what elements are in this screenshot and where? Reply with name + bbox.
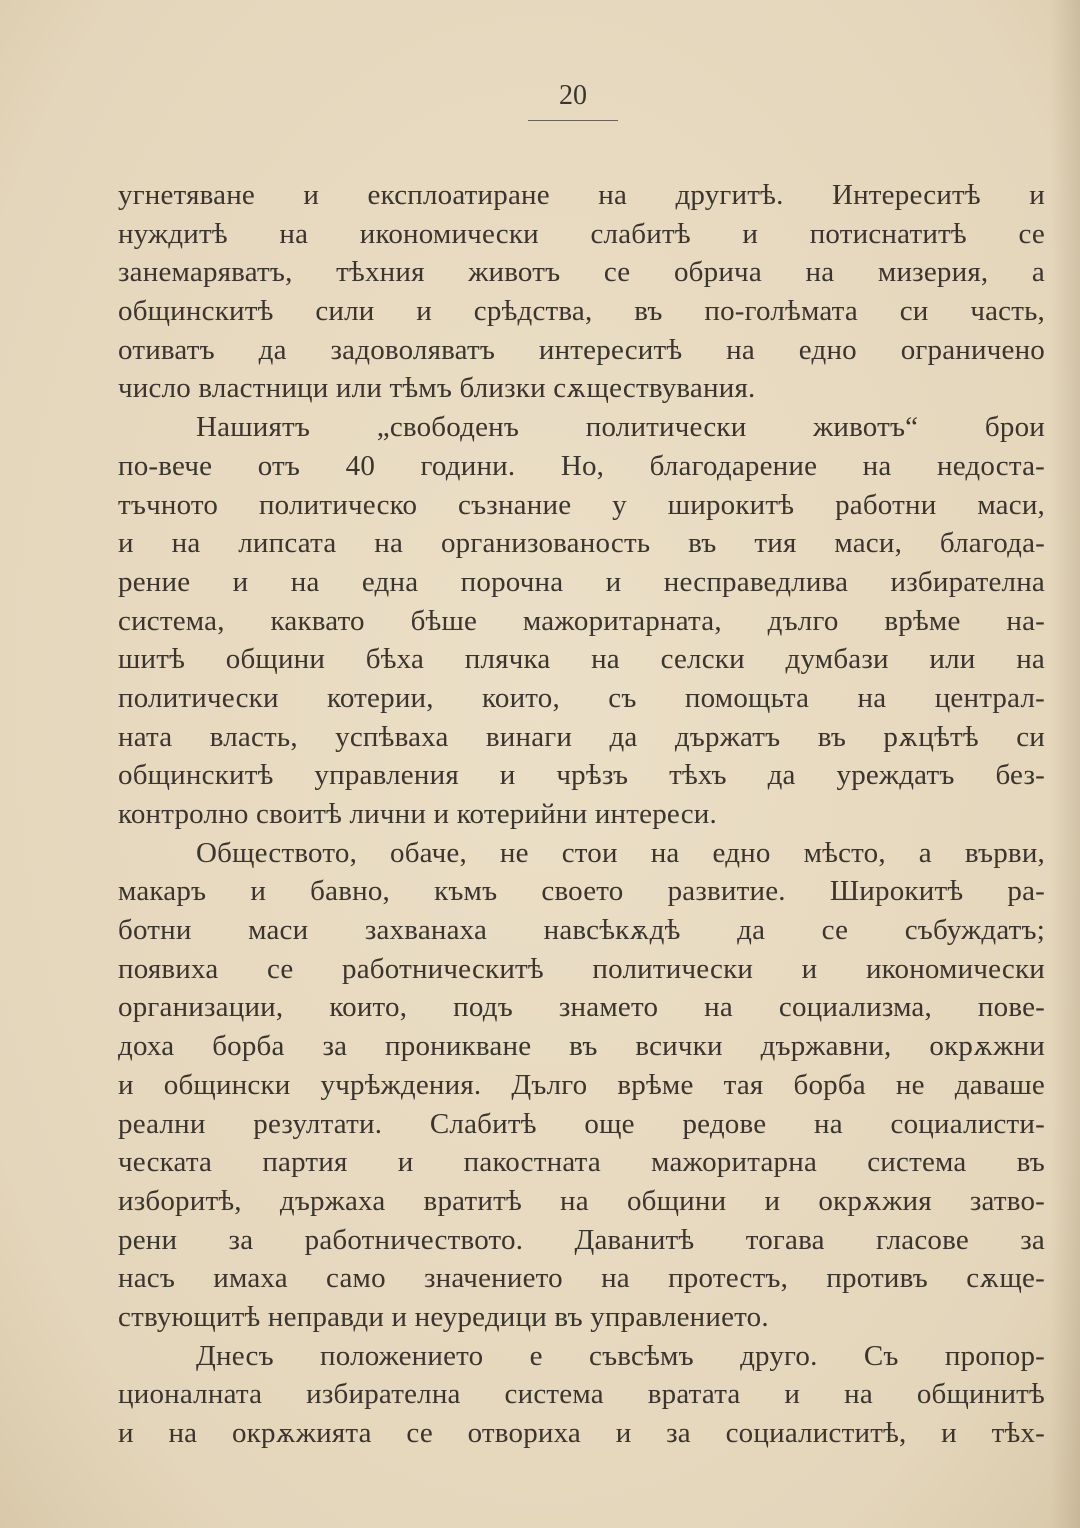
page-number-rule xyxy=(528,120,618,121)
text-line: изборитѣ, държаха вратитѣ на общини и окрѫжия затво- xyxy=(118,1184,1045,1217)
text-line: и на липсата на организованость въ тия маси, благода- xyxy=(118,527,1045,560)
text-line: число властници или тѣмъ близки сѫществувания. xyxy=(118,372,756,405)
body-text xyxy=(118,176,1045,1453)
text-line: и на окрѫжията се отвориха и за социалиститѣ, и тѣх- xyxy=(118,1417,1045,1449)
text-line: макаръ и бавно, къмъ своето развитие. Широкитѣ ра- xyxy=(118,875,1045,908)
text-line: нуждитѣ на икономически слабитѣ и потиснатитѣ се xyxy=(118,217,1045,250)
text-line: и общински учрѣждения. Дълго врѣме тая борба не даваше xyxy=(118,1068,1045,1101)
text-line: Днесъ положението е съвсѣмъ друго. Съ пропор- xyxy=(196,1339,1045,1372)
text-line: Обществото, обаче, не стои на едно мѣсто, а върви, xyxy=(196,836,1045,869)
text-line: тъчното политическо съзнание у широкитѣ работни маси, xyxy=(118,488,1045,521)
text-line: угнетяване и експлоатиране на другитѣ. Интереситѣ и xyxy=(118,179,1045,211)
text-line: организации, които, подъ знамето на социализма, пове- xyxy=(118,991,1045,1024)
text-line: система, каквато бѣше мажоритарната, дълго врѣме на- xyxy=(118,604,1045,637)
text-line: ботни маси захванаха навсѣкѫдѣ да се събуждатъ; xyxy=(118,914,1045,947)
text-line: контролно своитѣ лични и котерийни интереси. xyxy=(118,798,717,830)
text-line: ческата партия и пакостната мажоритарна система въ xyxy=(118,1146,1045,1179)
text-line: ционалната избирателна система вратата и на общинитѣ xyxy=(118,1378,1045,1411)
text-line: занемаряватъ, тѣхния животъ се обрича на мизерия, а xyxy=(118,256,1045,289)
text-line: появиха се работническитѣ политически и икономически xyxy=(118,952,1045,985)
text-line: общинскитѣ управления и чрѣзъ тѣхъ да уреждатъ без- xyxy=(118,759,1045,792)
page-number: 20 xyxy=(559,80,587,111)
text-line: реални резултати. Слабитѣ още редове на социалисти- xyxy=(118,1107,1045,1140)
text-line: насъ имаха само значението на протестъ, противъ сѫще- xyxy=(118,1262,1045,1295)
text-line: доха борба за проникване въ всички държавни, окрѫжни xyxy=(118,1030,1045,1063)
page-edge-shadow xyxy=(1050,0,1080,1528)
text-line: ствующитѣ неправди и неуредици въ управлението. xyxy=(118,1300,769,1333)
text-line: шитѣ общини бѣха плячка на селски думбази или на xyxy=(118,643,1045,676)
text-line: общинскитѣ сили и срѣдства, въ по-голѣмата си часть, xyxy=(118,295,1045,328)
text-line: ната власть, успѣваха винаги да държатъ въ рѫцѣтѣ си xyxy=(118,720,1045,753)
text-line: отиватъ да задоволяватъ интереситѣ на едно ограничено xyxy=(118,333,1045,366)
text-line: Нашиятъ „свободенъ политически животъ“ брои xyxy=(196,411,1045,444)
text-line: рение и на една порочна и несправедлива избирателна xyxy=(118,565,1045,598)
text-line: политически котерии, които, съ помощьта на централ- xyxy=(118,681,1045,714)
text-line: рени за работничеството. Даванитѣ тогава гласове за xyxy=(118,1223,1045,1256)
text-line: по-вече отъ 40 години. Но, благодарение на недоста- xyxy=(118,449,1045,482)
